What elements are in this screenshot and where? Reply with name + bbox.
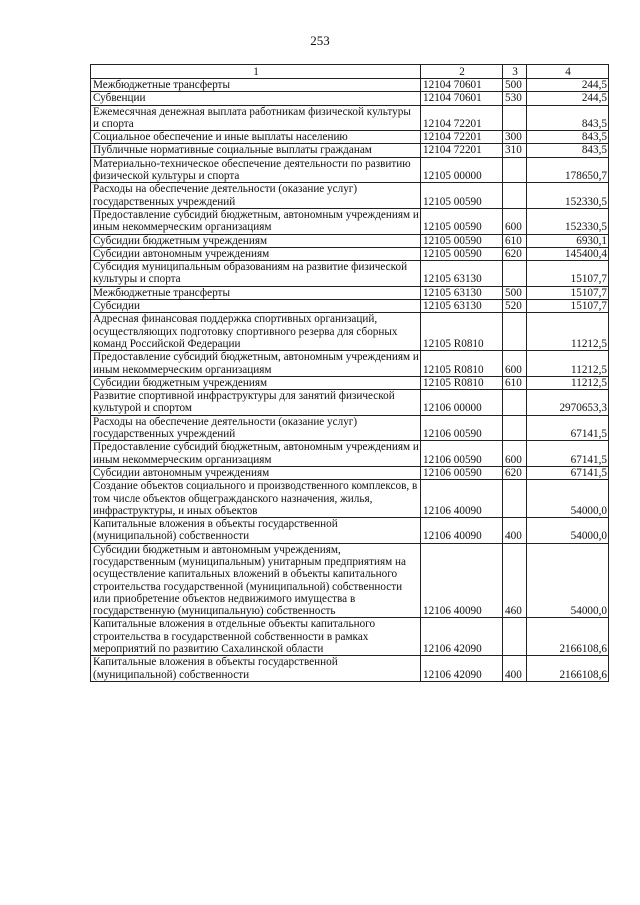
table-row <box>91 105 609 131</box>
row-code-cell: 12106 40090 <box>421 518 503 544</box>
row-type-cell: 610 <box>503 234 527 247</box>
row-code-cell: 12104 72201 <box>421 131 503 144</box>
row-sum-cell: 2166108,6 <box>527 618 609 656</box>
row-name-cell: Межбюджетные трансферты <box>91 79 421 92</box>
row-name-cell: Социальное обеспечение и иные выплаты населению <box>91 131 421 144</box>
row-name-cell: Капитальные вложения в объекты государственной (муниципальной) собственности <box>91 656 421 682</box>
table-row <box>91 466 609 479</box>
row-type-cell: 610 <box>503 376 527 389</box>
row-code-cell: 12104 72201 <box>421 144 503 157</box>
row-name-cell: Расходы на обеспечение деятельности (оказание услуг) государственных учреждений <box>91 183 421 209</box>
row-code-cell: 12105 63130 <box>421 261 503 287</box>
row-type-cell: 300 <box>503 131 527 144</box>
row-sum-cell: 15107,7 <box>527 261 609 287</box>
table-row <box>91 247 609 260</box>
row-sum-cell: 244,5 <box>527 79 609 92</box>
row-name-cell: Капитальные вложения в объекты государственной (муниципальной) собственности <box>91 518 421 544</box>
row-code-cell: 12106 00000 <box>421 390 503 416</box>
row-code-cell: 12105 00000 <box>421 157 503 183</box>
table-row <box>91 157 609 183</box>
row-sum-cell: 67141,5 <box>527 466 609 479</box>
table-row <box>91 92 609 105</box>
table-row <box>91 518 609 544</box>
row-type-cell <box>503 183 527 209</box>
column-header-code: 2 <box>421 65 503 79</box>
row-code-cell: 12106 42090 <box>421 656 503 682</box>
table-row <box>91 183 609 209</box>
row-type-cell <box>503 390 527 416</box>
table-row <box>91 441 609 467</box>
budget-table <box>90 64 609 682</box>
row-name-cell: Капитальные вложения в отдельные объекты капитального строительства в государственной собственности в рамках мероприятий по развитию Сахалинской области <box>91 618 421 656</box>
row-type-cell <box>503 415 527 441</box>
row-type-cell: 530 <box>503 92 527 105</box>
row-name-cell: Субсидии автономным учреждениям <box>91 466 421 479</box>
row-code-cell: 12104 70601 <box>421 79 503 92</box>
table-row <box>91 543 609 618</box>
row-sum-cell: 843,5 <box>527 131 609 144</box>
row-code-cell: 12105 63130 <box>421 286 503 299</box>
row-code-cell: 12105 00590 <box>421 208 503 234</box>
row-type-cell: 310 <box>503 144 527 157</box>
row-sum-cell: 843,5 <box>527 105 609 131</box>
row-type-cell: 620 <box>503 466 527 479</box>
row-name-cell: Расходы на обеспечение деятельности (оказание услуг) государственных учреждений <box>91 415 421 441</box>
row-type-cell: 620 <box>503 247 527 260</box>
row-name-cell: Субсидии автономным учреждениям <box>91 247 421 260</box>
row-type-cell: 500 <box>503 79 527 92</box>
row-name-cell: Субсидия муниципальным образованиям на развитие физической культуры и спорта <box>91 261 421 287</box>
row-sum-cell: 178650,7 <box>527 157 609 183</box>
row-code-cell: 12105 63130 <box>421 300 503 313</box>
row-name-cell: Субсидии бюджетным учреждениям <box>91 234 421 247</box>
row-type-cell <box>503 261 527 287</box>
table-row <box>91 261 609 287</box>
row-type-cell: 500 <box>503 286 527 299</box>
row-sum-cell: 152330,5 <box>527 208 609 234</box>
row-sum-cell: 6930,1 <box>527 234 609 247</box>
row-code-cell: 12106 00590 <box>421 441 503 467</box>
row-name-cell: Предоставление субсидий бюджетным, автономным учреждениям и иным некоммерческим организациям <box>91 208 421 234</box>
row-name-cell: Материально-техническое обеспечение деятельности по развитию физической культуры и спорта <box>91 157 421 183</box>
table-row <box>91 144 609 157</box>
table-row <box>91 79 609 92</box>
table-row <box>91 351 609 377</box>
row-type-cell <box>503 618 527 656</box>
row-sum-cell: 15107,7 <box>527 286 609 299</box>
row-name-cell: Ежемесячная денежная выплата работникам физической культуры и спорта <box>91 105 421 131</box>
row-code-cell: 12105 00590 <box>421 183 503 209</box>
row-type-cell <box>503 313 527 351</box>
row-code-cell: 12106 42090 <box>421 618 503 656</box>
table-row <box>91 131 609 144</box>
row-code-cell: 12104 70601 <box>421 92 503 105</box>
table-row <box>91 618 609 656</box>
table-row <box>91 234 609 247</box>
row-sum-cell: 11212,5 <box>527 376 609 389</box>
row-type-cell <box>503 105 527 131</box>
table-row <box>91 390 609 416</box>
page-number: 253 <box>310 33 330 48</box>
row-name-cell: Субсидии бюджетным учреждениям <box>91 376 421 389</box>
row-sum-cell: 2166108,6 <box>527 656 609 682</box>
table-row <box>91 376 609 389</box>
row-sum-cell: 67141,5 <box>527 415 609 441</box>
row-type-cell: 600 <box>503 441 527 467</box>
row-type-cell: 520 <box>503 300 527 313</box>
row-sum-cell: 67141,5 <box>527 441 609 467</box>
row-sum-cell: 54000,0 <box>527 543 609 618</box>
row-name-cell: Публичные нормативные социальные выплаты гражданам <box>91 144 421 157</box>
row-type-cell: 600 <box>503 208 527 234</box>
row-sum-cell: 2970653,3 <box>527 390 609 416</box>
row-type-cell: 460 <box>503 543 527 618</box>
row-code-cell: 12105 R0810 <box>421 351 503 377</box>
column-header-type: 3 <box>503 65 527 79</box>
table-row <box>91 656 609 682</box>
row-name-cell: Создание объектов социального и производственного комплексов, в том числе объектов общегражданского назначения, жилья, инфраструктуры, и иных объектов <box>91 480 421 518</box>
row-code-cell: 12106 00590 <box>421 466 503 479</box>
row-type-cell <box>503 480 527 518</box>
row-sum-cell: 11212,5 <box>527 351 609 377</box>
row-name-cell: Развитие спортивной инфраструктуры для занятий физической культурой и спортом <box>91 390 421 416</box>
row-code-cell: 12105 R0810 <box>421 313 503 351</box>
table-row <box>91 208 609 234</box>
row-sum-cell: 843,5 <box>527 144 609 157</box>
row-name-cell: Субсидии <box>91 300 421 313</box>
row-name-cell: Предоставление субсидий бюджетным, автономным учреждениям и иным некоммерческим организациям <box>91 351 421 377</box>
row-code-cell: 12106 40090 <box>421 543 503 618</box>
row-code-cell: 12106 40090 <box>421 480 503 518</box>
table-row <box>91 415 609 441</box>
row-code-cell: 12105 R0810 <box>421 376 503 389</box>
row-code-cell: 12106 00590 <box>421 415 503 441</box>
table-header-row <box>91 65 609 79</box>
row-name-cell: Адресная финансовая поддержка спортивных организаций, осуществляющих подготовку спортивного резерва для сборных команд Российской Федерации <box>91 313 421 351</box>
row-type-cell <box>503 157 527 183</box>
row-type-cell: 400 <box>503 656 527 682</box>
row-name-cell: Субвенции <box>91 92 421 105</box>
table-row <box>91 313 609 351</box>
row-type-cell: 400 <box>503 518 527 544</box>
column-header-name: 1 <box>91 65 421 79</box>
row-sum-cell: 54000,0 <box>527 480 609 518</box>
row-code-cell: 12104 72201 <box>421 105 503 131</box>
row-sum-cell: 152330,5 <box>527 183 609 209</box>
table-row <box>91 286 609 299</box>
row-type-cell: 600 <box>503 351 527 377</box>
row-sum-cell: 54000,0 <box>527 518 609 544</box>
row-sum-cell: 11212,5 <box>527 313 609 351</box>
row-sum-cell: 244,5 <box>527 92 609 105</box>
row-name-cell: Межбюджетные трансферты <box>91 286 421 299</box>
row-sum-cell: 145400,4 <box>527 247 609 260</box>
row-code-cell: 12105 00590 <box>421 247 503 260</box>
column-header-sum: 4 <box>527 65 609 79</box>
table-row <box>91 300 609 313</box>
row-name-cell: Субсидии бюджетным и автономным учреждениям, государственным (муниципальным) унитарным предприятиям на осуществление капитальных вложений в объекты капитального строительства государственной (муниципальной) собственности или приобретение объектов недвижимого имущества в государственную (муниципальную) собственность <box>91 543 421 618</box>
row-name-cell: Предоставление субсидий бюджетным, автономным учреждениям и иным некоммерческим организациям <box>91 441 421 467</box>
table-row <box>91 480 609 518</box>
row-code-cell: 12105 00590 <box>421 234 503 247</box>
row-sum-cell: 15107,7 <box>527 300 609 313</box>
